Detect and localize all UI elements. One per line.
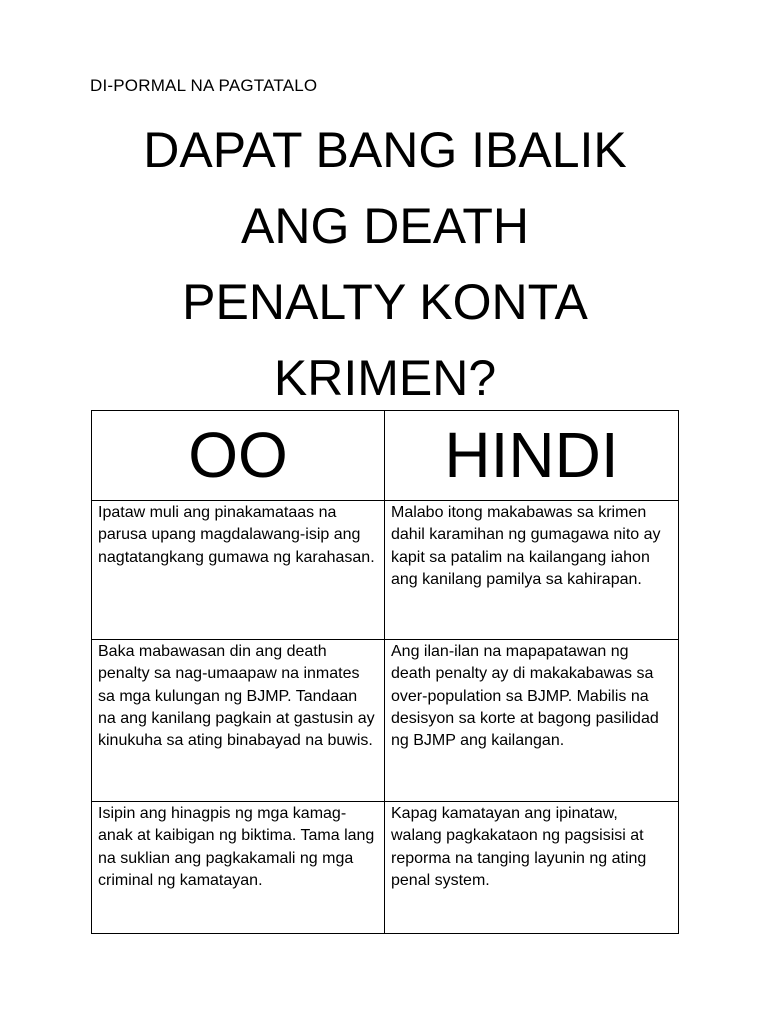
title-line: ANG DEATH (241, 198, 529, 254)
table-header-row (92, 411, 679, 501)
document-title (70, 112, 700, 416)
document-kicker: DI-PORMAL NA PAGTATALO (90, 76, 318, 95)
table-row (92, 501, 679, 640)
yes-argument-cell: Ipataw muli ang pinakamataas na parusa upang magdalawang-isip ang nagtatangkang gumawa ng karahasan. (92, 501, 385, 640)
table-row (92, 640, 679, 802)
table-row (92, 802, 679, 934)
column-header-no: HINDI (385, 411, 679, 501)
title-line: DAPAT BANG IBALIK (143, 122, 627, 178)
yes-argument-cell: Isipin ang hinagpis ng mga kamag-anak at kaibigan ng biktima. Tama lang na suklian ang pagkakamali ng mga criminal ng kamatayan. (92, 802, 385, 934)
no-argument-cell: Kapag kamatayan ang ipinataw, walang pagkakataon ng pagsisisi at reporma na tanging layunin ng ating penal system. (385, 802, 679, 934)
column-header-yes: OO (92, 411, 385, 501)
title-line: PENALTY KONTA (182, 274, 588, 330)
debate-table (91, 410, 679, 934)
title-line: KRIMEN? (273, 350, 497, 406)
no-argument-cell: Ang ilan-ilan na mapapatawan ng death penalty ay di makakabawas sa over-population sa BJMP. Mabilis na desisyon sa korte at bagong pasilidad ng BJMP ang kailangan. (385, 640, 679, 802)
no-argument-cell: Malabo itong makabawas sa krimen dahil karamihan ng gumagawa nito ay kapit sa patalim na kailangang iahon ang kanilang pamilya sa kahirapan. (385, 501, 679, 640)
yes-argument-cell: Baka mabawasan din ang death penalty sa nag-umaapaw na inmates sa mga kulungan ng BJMP. Tandaan na ang kanilang pagkain at gastusin ay kinukuha sa ating binabayad na buwis. (92, 640, 385, 802)
